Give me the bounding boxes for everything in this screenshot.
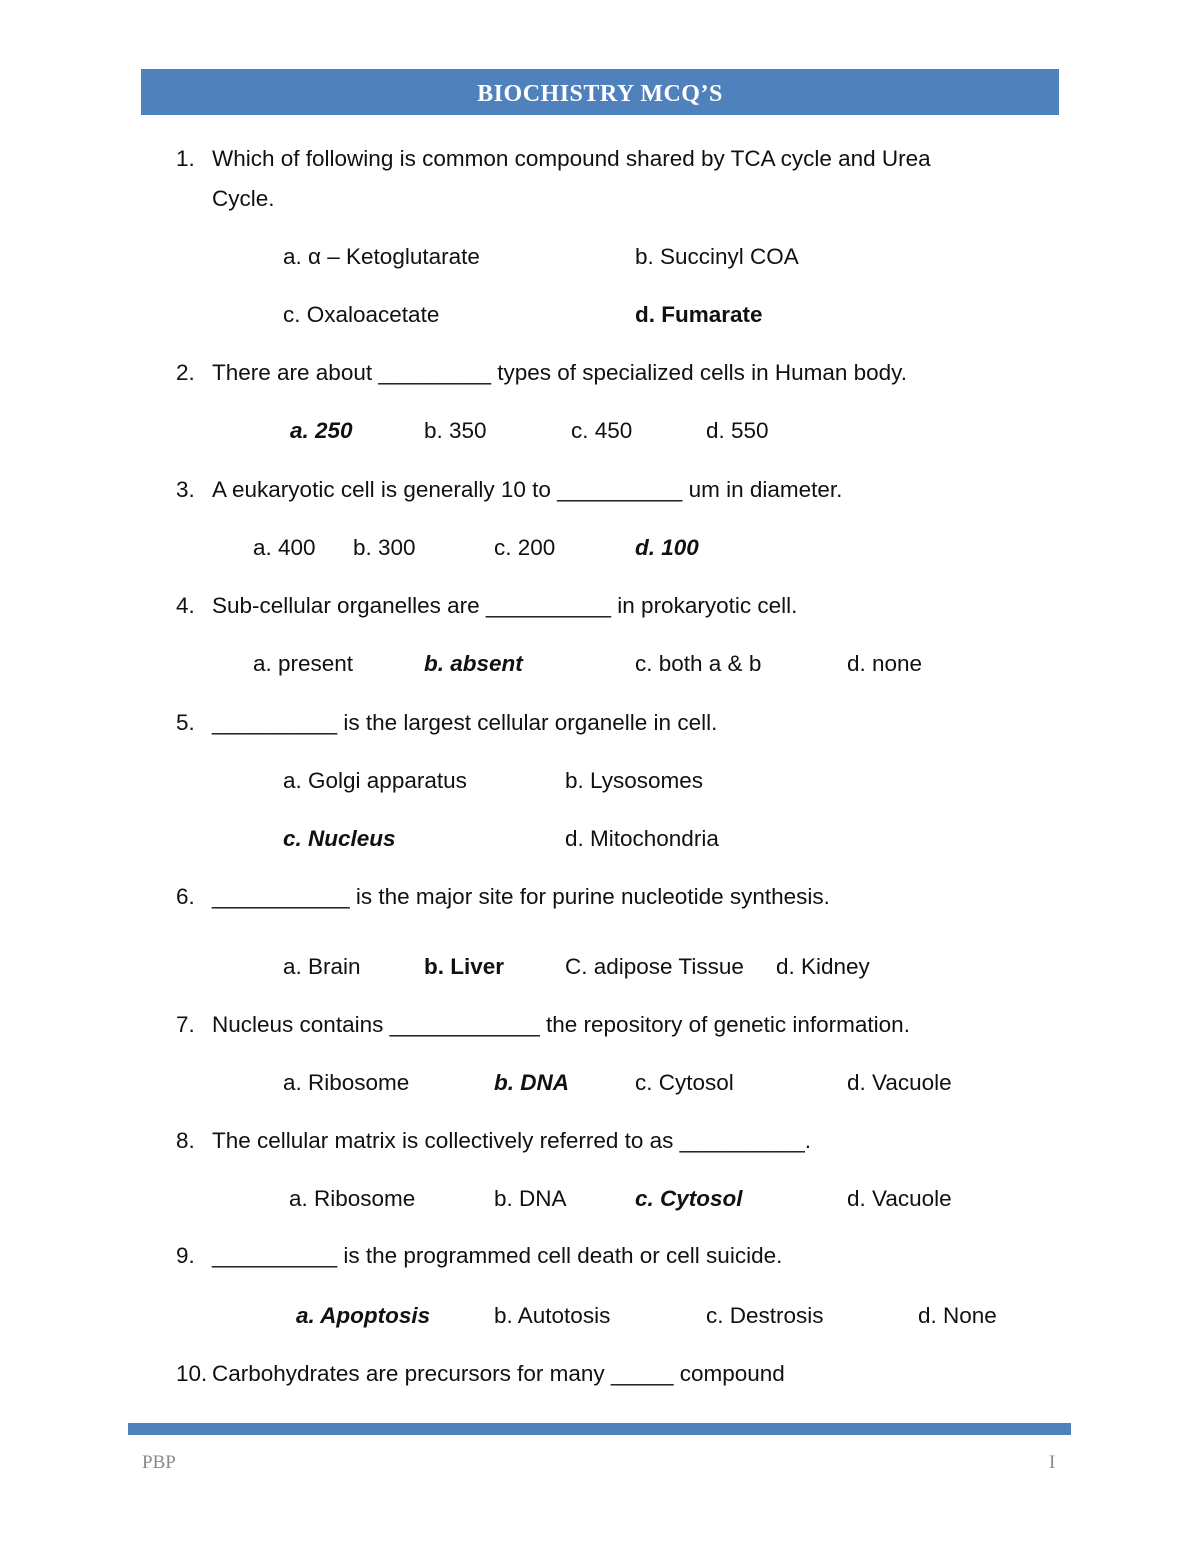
option-c: c. 200	[494, 535, 556, 560]
question-text: There are about _________ types of specialized cells in Human body.	[212, 360, 908, 385]
question-text-continued: Cycle.	[212, 186, 275, 211]
option-b: b. DNA	[494, 1186, 567, 1211]
option-b-answer: b. absent	[424, 651, 523, 676]
footer-author: PBP	[142, 1452, 176, 1473]
option-d-answer: d. 100	[635, 535, 699, 560]
option-c: c. Oxaloacetate	[283, 302, 440, 327]
option-b: b. Lysosomes	[565, 768, 703, 793]
question-text: A eukaryotic cell is generally 10 to __________ um in diameter.	[212, 477, 843, 502]
question-number: 8.	[176, 1128, 195, 1153]
question-number: 1.	[176, 146, 195, 171]
option-d: d. None	[918, 1303, 997, 1328]
question-text: __________ is the largest cellular organelle in cell.	[212, 710, 718, 735]
option-a-answer: a. 250	[290, 418, 353, 443]
question-number: 9.	[176, 1243, 195, 1268]
option-d: d. Vacuole	[847, 1186, 952, 1211]
question-number: 5.	[176, 710, 195, 735]
question-text: ___________ is the major site for purine nucleotide synthesis.	[212, 884, 830, 909]
question-text: The cellular matrix is collectively referred to as __________.	[212, 1128, 812, 1153]
option-a: a. present	[253, 651, 354, 676]
option-b-answer: b. Liver	[424, 954, 505, 979]
option-d: d. Vacuole	[847, 1070, 952, 1095]
option-d: d. 550	[706, 418, 769, 443]
question-text: Carbohydrates are precursors for many _____ compound	[212, 1361, 785, 1386]
page-number: I	[1049, 1452, 1056, 1473]
option-b: b. Autotosis	[494, 1303, 611, 1328]
option-a: a. Brain	[283, 954, 361, 979]
page-title: BIOCHISTRY MCQ’S	[141, 69, 1059, 115]
question-number: 7.	[176, 1012, 195, 1037]
option-c: c. both a & b	[635, 651, 762, 676]
option-d: d. none	[847, 651, 923, 676]
option-b-answer: b. DNA	[494, 1070, 569, 1095]
option-d: d. Mitochondria	[565, 826, 719, 851]
footer-divider	[128, 1423, 1071, 1435]
question-text: Sub-cellular organelles are __________ in prokaryotic cell.	[212, 593, 798, 618]
question-number: 2.	[176, 360, 195, 385]
option-c: c. Destrosis	[706, 1303, 824, 1328]
option-d: d. Kidney	[776, 954, 870, 979]
question-number: 6.	[176, 884, 195, 909]
option-c: c. Cytosol	[635, 1070, 734, 1095]
question-text: __________ is the programmed cell death or cell suicide.	[212, 1243, 783, 1268]
option-c: c. 450	[571, 418, 633, 443]
question-number: 10.	[176, 1361, 208, 1386]
option-a: a. α – Ketoglutarate	[283, 244, 480, 269]
option-d-answer: d. Fumarate	[635, 302, 763, 327]
option-c: C. adipose Tissue	[565, 954, 744, 979]
option-a: a. 400	[253, 535, 316, 560]
option-a: a. Ribosome	[289, 1186, 416, 1211]
question-number: 3.	[176, 477, 195, 502]
option-a: a. Ribosome	[283, 1070, 410, 1095]
option-b: b. 350	[424, 418, 487, 443]
option-c-answer: c. Cytosol	[635, 1186, 743, 1211]
option-a: a. Golgi apparatus	[283, 768, 467, 793]
option-a-answer: a. Apoptosis	[296, 1303, 431, 1328]
question-text: Nucleus contains ____________ the repository of genetic information.	[212, 1012, 910, 1037]
option-b: b. Succinyl COA	[635, 244, 799, 269]
question-number: 4.	[176, 593, 195, 618]
question-text: Which of following is common compound shared by TCA cycle and Urea	[212, 146, 931, 171]
option-b: b. 300	[353, 535, 416, 560]
option-c-answer: c. Nucleus	[283, 826, 396, 851]
